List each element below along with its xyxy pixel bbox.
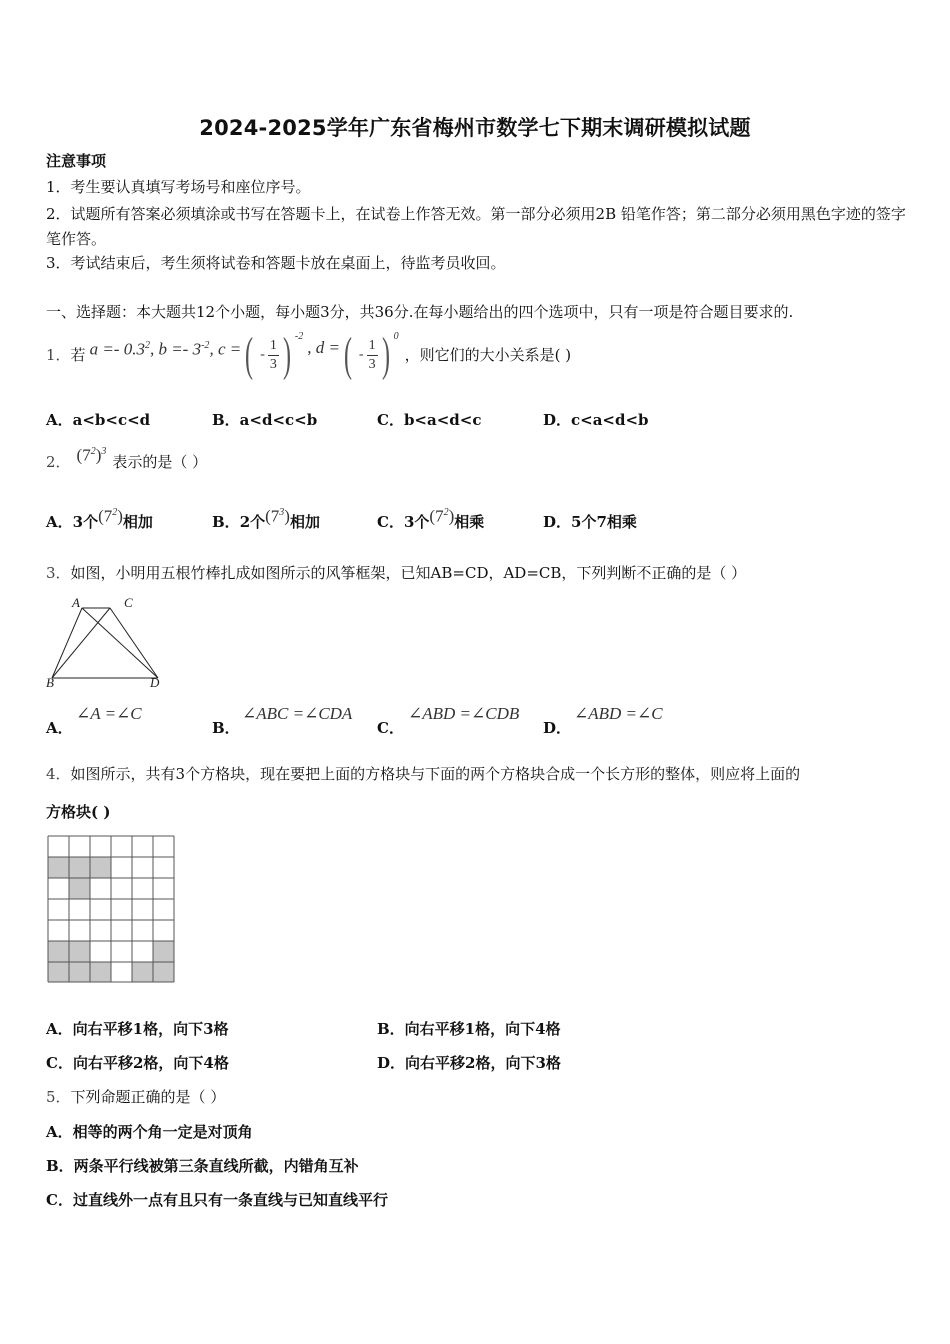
q2-option-d bbox=[543, 504, 637, 540]
q1-number: 1． bbox=[46, 346, 71, 364]
q1-exp-b: -2 bbox=[201, 340, 210, 352]
q1-expr-c: , c = bbox=[209, 339, 242, 359]
label-b: B bbox=[46, 675, 54, 690]
section-heading: 一、选择题：本大题共12个小题，每小题3分，共36分.在每小题给出的四个选项中，只有一项是符合题目要求的. bbox=[46, 303, 794, 321]
q1-post: ，则它们的大小关系是( ) bbox=[404, 346, 572, 364]
q2-base: 7 bbox=[82, 445, 91, 465]
q2-opt-c-pre: 3个 bbox=[403, 513, 430, 531]
q5-option-a: A．相等的两个角一定是对顶角 bbox=[46, 1123, 253, 1141]
q2-opt-b-pre: 2个 bbox=[239, 513, 266, 531]
q4-option-c: C．向右平移2格，向下4格 bbox=[46, 1054, 229, 1072]
q4-number: 4． bbox=[46, 765, 71, 783]
q3-option-c-letter: C． bbox=[377, 719, 404, 737]
kite-frame-figure bbox=[44, 594, 166, 690]
q1-option-b: B．a<d<c<b bbox=[212, 411, 318, 429]
q1-d-neg: - bbox=[358, 347, 364, 362]
q1-d-value: ( - $\frac{1}{3}$ ) $^0$ bbox=[343, 328, 399, 381]
q2-opt-a-base: 7 bbox=[103, 506, 113, 526]
q2-opt-a-post: 相加 bbox=[122, 513, 153, 531]
q2-opt-b-base: 7 bbox=[270, 506, 280, 526]
grid-figure bbox=[47, 835, 177, 983]
q2-opt-b-exp: 3 bbox=[279, 507, 285, 519]
q2-expression: $(7^2)^3$ bbox=[76, 445, 107, 465]
q1-expression bbox=[90, 336, 242, 360]
q4-text-2: 方格块( ) bbox=[46, 803, 111, 821]
notice-item-1: 1．考生要认真填写考场号和座位序号。 bbox=[46, 178, 311, 196]
q4-option-a: A．向右平移1格，向下3格 bbox=[46, 1020, 229, 1038]
q2-opt-d-letter: D． bbox=[543, 513, 572, 531]
q2-outer-exp: 3 bbox=[101, 446, 107, 458]
q1-expr-b: , b =- 3 bbox=[149, 339, 202, 359]
q2-text: 表示的是（ ） bbox=[112, 453, 208, 471]
label-c: C bbox=[124, 595, 133, 610]
q2-opt-c-letter: C． bbox=[377, 513, 404, 531]
q3-option-d-letter: D． bbox=[543, 719, 572, 737]
q5-option-c: C．过直线外一点有且只有一条直线与已知直线平行 bbox=[46, 1191, 388, 1209]
q2-opt-d-pre: 5个7相乘 bbox=[571, 513, 637, 531]
q2-opt-b-post: 相加 bbox=[289, 513, 320, 531]
q1-c-num: 1 bbox=[268, 337, 279, 356]
q2-option-a: A． 3个 $(7^2)$ 相加 bbox=[46, 506, 153, 531]
q3-option-b: ∠ABC =∠CDA bbox=[242, 704, 353, 723]
q3-option-b-letter: B． bbox=[212, 719, 240, 737]
q3-text: 如图，小明用五根竹棒扎成如图所示的风筝框架，已知AB=CD，AD=CB，下列判断不正确的是（ ） bbox=[70, 564, 747, 582]
notice-item-3: 3．考试结束后，考生须将试卷和答题卡放在桌面上，待监考员收回。 bbox=[46, 254, 506, 272]
q2-opt-c-exp: 2 bbox=[443, 507, 449, 519]
q4-option-d: D．向右平移2格，向下3格 bbox=[377, 1054, 561, 1072]
q1-option-d: D．c<a<d<b bbox=[543, 411, 649, 429]
q1-c-den: 3 bbox=[269, 356, 277, 372]
q3-option-c: ∠ABD =∠CDB bbox=[408, 704, 520, 723]
q1-option-c: C．b<a<d<c bbox=[377, 411, 482, 429]
q1-pre: 若 bbox=[70, 346, 86, 364]
label-d: D bbox=[150, 675, 160, 690]
q1-expr-d: , d = bbox=[307, 338, 340, 357]
q3-option-d: ∠ABD =∠C bbox=[574, 704, 663, 723]
q1-exp-d: 0 bbox=[393, 331, 399, 342]
notice-heading: 注意事项 bbox=[46, 152, 107, 170]
q3-number: 3． bbox=[46, 564, 71, 582]
q2-opt-c-base: 7 bbox=[435, 506, 444, 526]
q3-option-a-letter: A． bbox=[46, 719, 73, 737]
page-title: 2024-2025学年广东省梅州市数学七下期末调研模拟试题 bbox=[199, 116, 751, 140]
label-a: A bbox=[72, 595, 80, 610]
q1-c-neg: - bbox=[260, 347, 265, 362]
question-1 bbox=[46, 328, 572, 381]
q2-inner-exp: 2 bbox=[90, 446, 96, 458]
q1-d-num: 1 bbox=[367, 337, 378, 356]
q5-number: 5． bbox=[46, 1088, 71, 1106]
q4-option-b: B．向右平移1格，向下4格 bbox=[377, 1020, 561, 1038]
q1-option-a: A．a<b<c<d bbox=[46, 411, 151, 429]
q2-option-b: B． 2个 $(7^3)$ 相加 bbox=[212, 506, 320, 531]
question-2 bbox=[46, 445, 207, 479]
question-3 bbox=[46, 563, 746, 583]
q1-c-value: ( - $\frac{1}{3}$ ) $^{-2}$ bbox=[245, 328, 304, 381]
q5-text: 下列命题正确的是（ ） bbox=[70, 1088, 226, 1106]
notice-item-2: 2．试题所有答案必须填涂或书写在答题卡上，在试卷上作答无效。第一部分必须用2B 铅笔作答；第二部分必须用黑色字迹的签字笔作答。 bbox=[46, 205, 906, 248]
q1-d-den: 3 bbox=[368, 356, 376, 372]
q5-option-b: B．两条平行线被第三条直线所截，内错角互补 bbox=[46, 1157, 359, 1175]
question-5 bbox=[46, 1087, 225, 1107]
q2-opt-c-post: 相乘 bbox=[454, 513, 485, 531]
q2-opt-b-letter: B． bbox=[212, 513, 240, 531]
q2-option-c: C． 3个 $(7^2)$ 相乘 bbox=[377, 506, 485, 531]
question-4 bbox=[46, 764, 800, 784]
q2-opt-a-letter: A． bbox=[46, 513, 73, 531]
q1-exp-c: -2 bbox=[294, 331, 304, 342]
q1-expr-a: a =- 0.3 bbox=[89, 339, 145, 359]
q2-number: 2． bbox=[46, 453, 71, 471]
q1-exp-a: 2 bbox=[144, 340, 150, 352]
q4-text-1: 如图所示，共有3个方格块，现在要把上面的方格块与下面的两个方格块合成一个长方形的整体，则应将上面的 bbox=[70, 765, 801, 783]
q3-option-a: ∠A =∠C bbox=[76, 704, 142, 723]
q2-opt-a-exp: 2 bbox=[112, 507, 118, 519]
q2-opt-a-pre: 3个 bbox=[72, 513, 99, 531]
